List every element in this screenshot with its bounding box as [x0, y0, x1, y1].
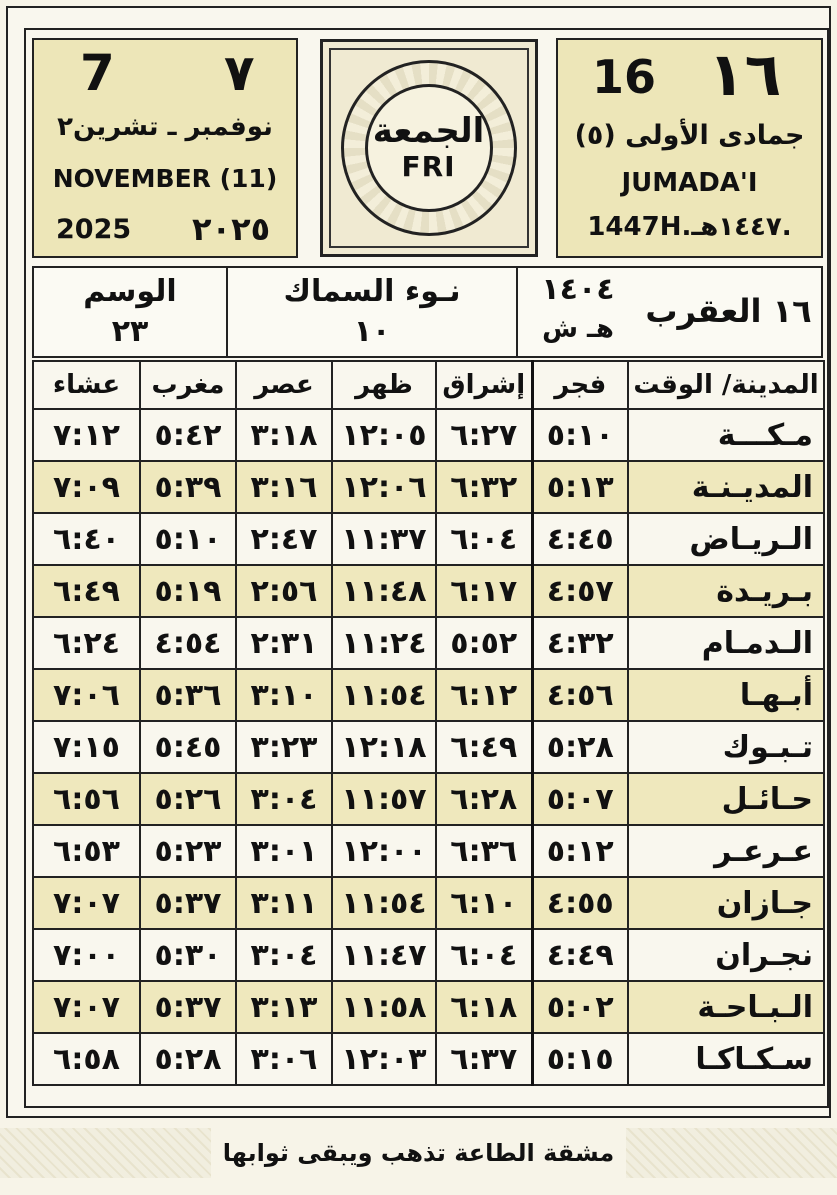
header-dhuhr: ظهر: [332, 361, 436, 409]
gregorian-day-ar: ٧: [224, 44, 255, 102]
asr-time: ٣:٠١: [236, 825, 332, 877]
table-row: [33, 825, 824, 877]
city-name: أبـهـا: [628, 669, 824, 721]
shuruq-time: ٦:١٧: [436, 565, 532, 617]
wasm-value: ٢٣: [111, 314, 149, 349]
table-row: [33, 409, 824, 461]
maghrib-time: ٥:٣٧: [140, 877, 236, 929]
dhuhr-time: ١٢:٠٣: [332, 1033, 436, 1085]
table-row: [33, 617, 824, 669]
hijri-day-ar: ١٦: [708, 40, 782, 110]
weekday-emblem: [311, 38, 546, 258]
wasm-label: الوسم: [83, 274, 177, 309]
gregorian-date-box: [32, 38, 298, 258]
maghrib-time: ٥:٣٩: [140, 461, 236, 513]
shuruq-time: ٦:٣٦: [436, 825, 532, 877]
table-row: [33, 565, 824, 617]
dhuhr-time: ١١:٥٧: [332, 773, 436, 825]
season-info-row: [32, 266, 823, 358]
maghrib-time: ٥:٣٠: [140, 929, 236, 981]
asr-time: ٣:٠٤: [236, 773, 332, 825]
dhuhr-time: ١١:٤٧: [332, 929, 436, 981]
asr-time: ٣:١٣: [236, 981, 332, 1033]
asr-time: ٣:٢٣: [236, 721, 332, 773]
dhuhr-time: ١٢:٠٥: [332, 409, 436, 461]
fajr-time: ٥:١٣: [532, 461, 628, 513]
solar-year: ١٤٠٤: [541, 272, 615, 307]
wasm-cell: [34, 268, 226, 356]
shuruq-time: ٦:٠٤: [436, 929, 532, 981]
table-row: [33, 513, 824, 565]
asr-time: ٣:١٠: [236, 669, 332, 721]
hijri-date-box: [556, 38, 823, 258]
fajr-time: ٥:٠٧: [532, 773, 628, 825]
fajr-time: ٤:٥٦: [532, 669, 628, 721]
maghrib-time: ٥:١٩: [140, 565, 236, 617]
city-name: المديـنـة: [628, 461, 824, 513]
city-name: عـرعـر: [628, 825, 824, 877]
maghrib-time: ٤:٥٤: [140, 617, 236, 669]
dhuhr-time: ١١:٣٧: [332, 513, 436, 565]
maghrib-time: ٥:٣٦: [140, 669, 236, 721]
shuruq-time: ٦:٣٢: [436, 461, 532, 513]
weekday-ar: الجمعة: [372, 110, 485, 151]
hijri-day-en: 16: [592, 50, 657, 104]
header-isha: عشاء: [33, 361, 140, 409]
city-name: بـريـدة: [628, 565, 824, 617]
isha-time: ٦:٤٩: [33, 565, 140, 617]
dhuhr-time: ١٢:٠٠: [332, 825, 436, 877]
isha-time: ٧:١٥: [33, 721, 140, 773]
fajr-time: ٤:٤٩: [532, 929, 628, 981]
city-name: الـبـاحـة: [628, 981, 824, 1033]
footer-saying: مشقة الطاعة تذهب ويبقى ثوابها: [211, 1128, 626, 1178]
table-row: [33, 773, 824, 825]
gregorian-month-en: NOVEMBER (11): [52, 164, 278, 193]
zodiac-cell: [516, 268, 821, 356]
fajr-time: ٥:١٥: [532, 1033, 628, 1085]
isha-time: ٧:٠٧: [33, 877, 140, 929]
isha-time: ٧:٠٧: [33, 981, 140, 1033]
asr-time: ٢:٥٦: [236, 565, 332, 617]
fajr-time: ٥:١٠: [532, 409, 628, 461]
fajr-time: ٥:٠٢: [532, 981, 628, 1033]
maghrib-time: ٥:٢٣: [140, 825, 236, 877]
city-name: الـدمـام: [628, 617, 824, 669]
shuruq-time: ٦:٤٩: [436, 721, 532, 773]
isha-time: ٧:١٢: [33, 409, 140, 461]
header-fajr: فجر: [532, 361, 628, 409]
table-row: [33, 877, 824, 929]
shuruq-time: ٦:٢٧: [436, 409, 532, 461]
shuruq-time: ٦:١٨: [436, 981, 532, 1033]
header-shuruq: إشراق: [436, 361, 532, 409]
table-row: [33, 669, 824, 721]
shuruq-time: ٦:١٢: [436, 669, 532, 721]
table-header-row: [33, 361, 824, 409]
prayer-times-table: [32, 360, 825, 1086]
asr-time: ٣:١١: [236, 877, 332, 929]
emblem-disc: [365, 84, 493, 212]
calendar-page: [6, 6, 831, 1118]
city-name: جـازان: [628, 877, 824, 929]
gregorian-year-ar: ٢٠٢٥: [192, 210, 271, 248]
isha-time: ٧:٠٠: [33, 929, 140, 981]
dhuhr-time: ١١:٤٨: [332, 565, 436, 617]
asr-time: ٢:٣١: [236, 617, 332, 669]
city-name: نجـران: [628, 929, 824, 981]
maghrib-time: ٥:٤٢: [140, 409, 236, 461]
header-city-time: المدينة/ الوقت: [628, 361, 824, 409]
shuruq-time: ٦:٣٧: [436, 1033, 532, 1085]
footer-band: [0, 1128, 837, 1178]
maghrib-time: ٥:٣٧: [140, 981, 236, 1033]
table-row: [33, 461, 824, 513]
isha-time: ٦:٥٨: [33, 1033, 140, 1085]
hijri-month-en: JUMADA'I: [621, 168, 758, 198]
maghrib-time: ٥:١٠: [140, 513, 236, 565]
dhuhr-time: ١١:٥٤: [332, 877, 436, 929]
shuruq-time: ٦:٢٨: [436, 773, 532, 825]
naw-value: ١٠: [353, 314, 391, 349]
isha-time: ٧:٠٦: [33, 669, 140, 721]
hijri-month-ar: جمادى الأولى (٥): [574, 120, 805, 151]
table-row: [33, 981, 824, 1033]
maghrib-time: ٥:٢٨: [140, 1033, 236, 1085]
shuruq-time: ٥:٥٢: [436, 617, 532, 669]
table-row: [33, 721, 824, 773]
calendar-frame: [24, 28, 829, 1108]
weekday-en: FRI: [401, 150, 456, 184]
gregorian-day-en: 7: [80, 44, 115, 102]
isha-time: ٦:٤٠: [33, 513, 140, 565]
dhuhr-time: ١١:٢٤: [332, 617, 436, 669]
header-asr: عصر: [236, 361, 332, 409]
hijri-year: 1447H.١٤٤٧هـ.: [587, 212, 792, 242]
dhuhr-time: ١١:٥٤: [332, 669, 436, 721]
isha-time: ٦:٢٤: [33, 617, 140, 669]
gregorian-month-ar: نوفمبر ـ تشرين٢: [57, 112, 273, 142]
asr-time: ٣:١٦: [236, 461, 332, 513]
asr-time: ٣:١٨: [236, 409, 332, 461]
city-name: الـريـاض: [628, 513, 824, 565]
isha-time: ٦:٥٣: [33, 825, 140, 877]
fajr-time: ٥:١٢: [532, 825, 628, 877]
emblem-frame: [320, 39, 538, 257]
fajr-time: ٤:٥٧: [532, 565, 628, 617]
header-maghrib: مغرب: [140, 361, 236, 409]
dhuhr-time: ١٢:٠٦: [332, 461, 436, 513]
zodiac-date: ١٦ العقرب: [645, 292, 812, 330]
maghrib-time: ٥:٢٦: [140, 773, 236, 825]
isha-time: ٦:٥٦: [33, 773, 140, 825]
asr-time: ٣:٠٤: [236, 929, 332, 981]
fajr-time: ٤:٤٥: [532, 513, 628, 565]
shuruq-time: ٦:٠٤: [436, 513, 532, 565]
dhuhr-time: ١١:٥٨: [332, 981, 436, 1033]
asr-time: ٣:٠٦: [236, 1033, 332, 1085]
isha-time: ٧:٠٩: [33, 461, 140, 513]
maghrib-time: ٥:٤٥: [140, 721, 236, 773]
table-row: [33, 1033, 824, 1085]
shuruq-time: ٦:١٠: [436, 877, 532, 929]
dhuhr-time: ١٢:١٨: [332, 721, 436, 773]
fajr-time: ٤:٥٥: [532, 877, 628, 929]
city-name: سـكـاكـا: [628, 1033, 824, 1085]
naw-cell: [226, 268, 516, 356]
fajr-time: ٥:٢٨: [532, 721, 628, 773]
emblem-ring: [341, 60, 517, 236]
solar-suffix: هـ ش: [542, 314, 614, 344]
fajr-time: ٤:٣٢: [532, 617, 628, 669]
city-name: مـكـــة: [628, 409, 824, 461]
city-name: حـائـل: [628, 773, 824, 825]
asr-time: ٢:٤٧: [236, 513, 332, 565]
table-row: [33, 929, 824, 981]
gregorian-year-en: 2025: [56, 214, 132, 245]
naw-label: نـوء السماك: [283, 274, 461, 309]
city-name: تـبـوك: [628, 721, 824, 773]
